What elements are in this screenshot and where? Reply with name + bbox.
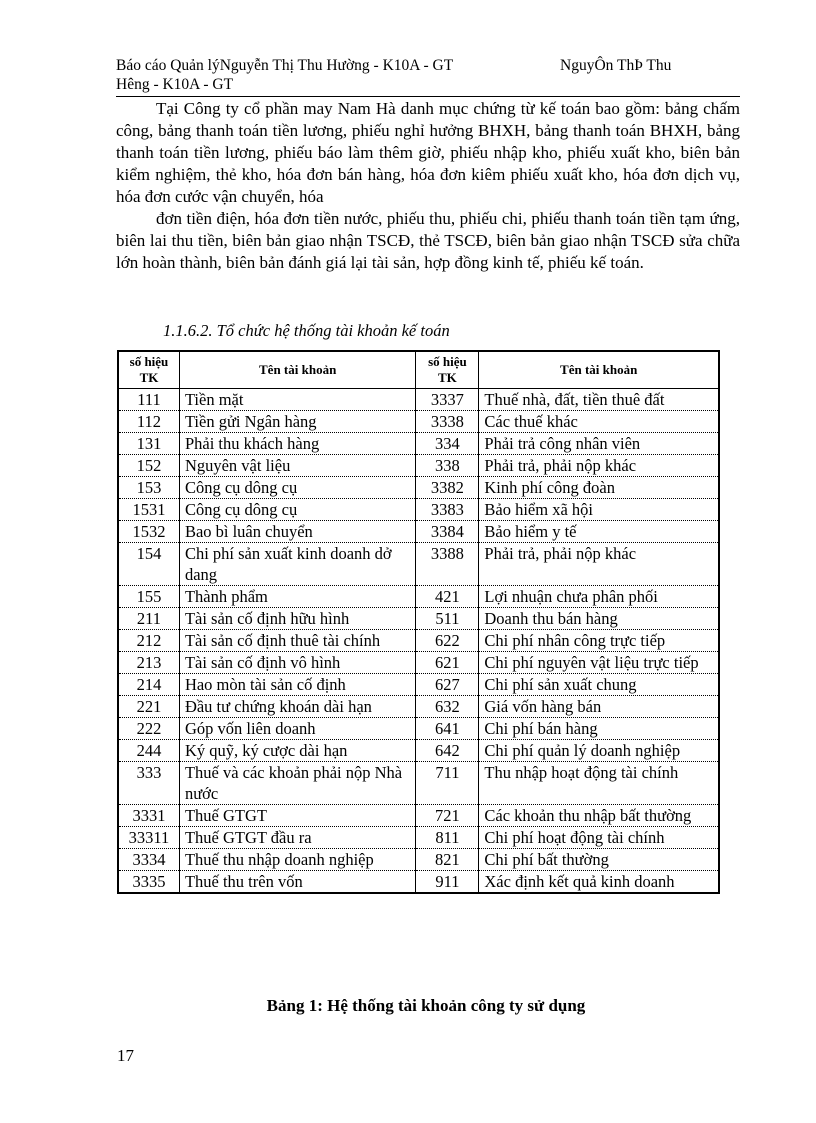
table-row (118, 543, 719, 586)
page-number: 17 (117, 1046, 134, 1065)
account-code-cell: 111 (118, 389, 179, 411)
table-row (118, 499, 719, 521)
section-subheading: 1.1.6.2. Tổ chức hệ thống tài khoản kế toán (163, 321, 450, 340)
account-name-cell: Các khoản thu nhập bất thường (479, 805, 719, 827)
account-name-cell: Chi phí quản lý doanh nghiệp (479, 740, 719, 762)
account-name-cell: Nguyên vật liệu (179, 455, 415, 477)
table-row (118, 827, 719, 849)
header-line-1 (116, 56, 740, 75)
account-name-cell: Lợi nhuận chưa phân phối (479, 586, 719, 608)
accounts-table (117, 350, 720, 894)
account-name-cell: Thuế và các khoản phải nộp Nhà nước (179, 762, 415, 805)
account-code-cell: 3338 (416, 411, 479, 433)
account-name-cell: Hao mòn tài sản cố định (179, 674, 415, 696)
account-name-cell: Chi phí hoạt động tài chính (479, 827, 719, 849)
table-row (118, 740, 719, 762)
account-code-cell: 33311 (118, 827, 179, 849)
account-name-cell: Ký quỹ, ký cược dài hạn (179, 740, 415, 762)
table-row (118, 871, 719, 894)
account-name-cell: Phải trả, phải nộp khác (479, 455, 719, 477)
account-name-cell: Đầu tư chứng khoán dài hạn (179, 696, 415, 718)
account-code-cell: 511 (416, 608, 479, 630)
account-name-cell: Chi phí nguyên vật liệu trực tiếp (479, 652, 719, 674)
account-code-cell: 3388 (416, 543, 479, 586)
table-header-row (118, 351, 719, 389)
account-name-cell: Tài sản cố định thuê tài chính (179, 630, 415, 652)
col-header-name-1: Tên tài khoản (179, 351, 415, 389)
col-header-code-2: số hiệu TK (416, 351, 479, 389)
account-code-cell: 3337 (416, 389, 479, 411)
account-name-cell: Doanh thu bán hàng (479, 608, 719, 630)
table-row (118, 630, 719, 652)
account-name-cell: Công cụ dông cụ (179, 499, 415, 521)
col-header-name-2: Tên tài khoản (479, 351, 719, 389)
table-row (118, 477, 719, 499)
account-name-cell: Phải trả công nhân viên (479, 433, 719, 455)
account-name-cell: Công cụ dông cụ (179, 477, 415, 499)
account-code-cell: 3383 (416, 499, 479, 521)
account-name-cell: Thu nhập hoạt động tài chính (479, 762, 719, 805)
table-row (118, 805, 719, 827)
account-code-cell: 811 (416, 827, 479, 849)
account-code-cell: 213 (118, 652, 179, 674)
account-code-cell: 338 (416, 455, 479, 477)
account-name-cell: Bảo hiểm xã hội (479, 499, 719, 521)
account-name-cell: Tài sản cố định vô hình (179, 652, 415, 674)
account-name-cell: Chi phí sản xuất chung (479, 674, 719, 696)
account-name-cell: Thuế GTGT (179, 805, 415, 827)
account-code-cell: 642 (416, 740, 479, 762)
account-name-cell: Phải trả, phải nộp khác (479, 543, 719, 586)
account-code-cell: 1531 (118, 499, 179, 521)
table-row (118, 433, 719, 455)
col-header-code-1: số hiệu TK (118, 351, 179, 389)
account-code-cell: 632 (416, 696, 479, 718)
account-code-cell: 3335 (118, 871, 179, 894)
account-code-cell: 244 (118, 740, 179, 762)
account-name-cell: Bao bì luân chuyển (179, 521, 415, 543)
account-code-cell: 334 (416, 433, 479, 455)
account-name-cell: Các thuế khác (479, 411, 719, 433)
account-name-cell: Tiền mặt (179, 389, 415, 411)
account-name-cell: Chi phí bán hàng (479, 718, 719, 740)
account-code-cell: 211 (118, 608, 179, 630)
account-name-cell: Thuế thu nhập doanh nghiệp (179, 849, 415, 871)
account-code-cell: 154 (118, 543, 179, 586)
table-row (118, 389, 719, 411)
account-name-cell: Chi phí nhân công trực tiếp (479, 630, 719, 652)
account-code-cell: 3382 (416, 477, 479, 499)
table-row (118, 411, 719, 433)
account-code-cell: 641 (416, 718, 479, 740)
account-code-cell: 333 (118, 762, 179, 805)
body-text (116, 98, 740, 274)
account-code-cell: 152 (118, 455, 179, 477)
account-code-cell: 622 (416, 630, 479, 652)
header-line-2: Hêng - K10A - GT (116, 76, 234, 93)
account-name-cell: Giá vốn hàng bán (479, 696, 719, 718)
account-code-cell: 627 (416, 674, 479, 696)
table-row (118, 849, 719, 871)
account-code-cell: 155 (118, 586, 179, 608)
account-name-cell: Tiền gửi Ngân hàng (179, 411, 415, 433)
account-name-cell: Xác định kết quả kinh doanh (479, 871, 719, 894)
table-row (118, 718, 719, 740)
paragraph-2: đơn tiền điện, hóa đơn tiền nước, phiếu thu, phiếu chi, phiếu thanh toán tiền tạm ứng, biên lai thu tiền, biên bản giao nhận TSCĐ, thẻ TSCĐ, biên bản giao nhận TSCĐ sửa chữa lớn hoàn thành, biên bản đánh giá lại tài sản, hợp đồng kinh tế, phiếu kế toán. (116, 209, 740, 272)
account-code-cell: 112 (118, 411, 179, 433)
account-code-cell: 212 (118, 630, 179, 652)
account-code-cell: 3331 (118, 805, 179, 827)
table-row (118, 586, 719, 608)
account-code-cell: 911 (416, 871, 479, 894)
account-code-cell: 221 (118, 696, 179, 718)
account-name-cell: Tài sản cố định hữu hình (179, 608, 415, 630)
table-row (118, 762, 719, 805)
account-name-cell: Bảo hiểm y tế (479, 521, 719, 543)
account-code-cell: 214 (118, 674, 179, 696)
account-code-cell: 621 (416, 652, 479, 674)
account-name-cell: Chi phí sản xuất kinh doanh dở dang (179, 543, 415, 586)
account-code-cell: 153 (118, 477, 179, 499)
paragraph-1: Tại Công ty cổ phần may Nam Hà danh mục chứng từ kế toán bao gồm: bảng chấm công, bảng thanh toán tiền lương, phiếu nghỉ hưởng BHXH, bảng thanh toán BHXH, bảng thanh toán tiền lương, phiếu báo làm thêm giờ, phiếu nhập kho, phiếu xuất kho, biên bản kiểm nghiệm, thẻ kho, hóa đơn bán hàng, hóa đơn kiêm phiếu xuất kho, hóa đơn dịch vụ, hóa đơn cước vận chuyển, hóa (116, 99, 740, 206)
account-code-cell: 421 (416, 586, 479, 608)
account-name-cell: Góp vốn liên doanh (179, 718, 415, 740)
account-code-cell: 821 (416, 849, 479, 871)
table-row (118, 674, 719, 696)
account-name-cell: Thành phẩm (179, 586, 415, 608)
header-right-text: NguyÔn ThÞ Thu (560, 57, 672, 74)
table-row (118, 608, 719, 630)
account-code-cell: 721 (416, 805, 479, 827)
header-left-text: Báo cáo Quản lýNguyễn Thị Thu Hường - K10A - GT (116, 57, 454, 74)
account-code-cell: 131 (118, 433, 179, 455)
table-row (118, 696, 719, 718)
account-name-cell: Thuế nhà, đất, tiền thuê đất (479, 389, 719, 411)
account-code-cell: 1532 (118, 521, 179, 543)
table-row (118, 455, 719, 477)
account-name-cell: Phải thu khách hàng (179, 433, 415, 455)
table-row (118, 521, 719, 543)
table-body (118, 389, 719, 894)
account-name-cell: Thuế GTGT đầu ra (179, 827, 415, 849)
account-code-cell: 711 (416, 762, 479, 805)
account-name-cell: Thuế thu trên vốn (179, 871, 415, 894)
page-header (116, 56, 740, 94)
account-code-cell: 222 (118, 718, 179, 740)
table-row (118, 652, 719, 674)
account-code-cell: 3334 (118, 849, 179, 871)
account-code-cell: 3384 (416, 521, 479, 543)
header-divider (116, 96, 740, 97)
account-name-cell: Kinh phí công đoàn (479, 477, 719, 499)
table-caption: Bảng 1: Hệ thống tài khoản công ty sử dụng (266, 996, 586, 1015)
account-name-cell: Chi phí bất thường (479, 849, 719, 871)
